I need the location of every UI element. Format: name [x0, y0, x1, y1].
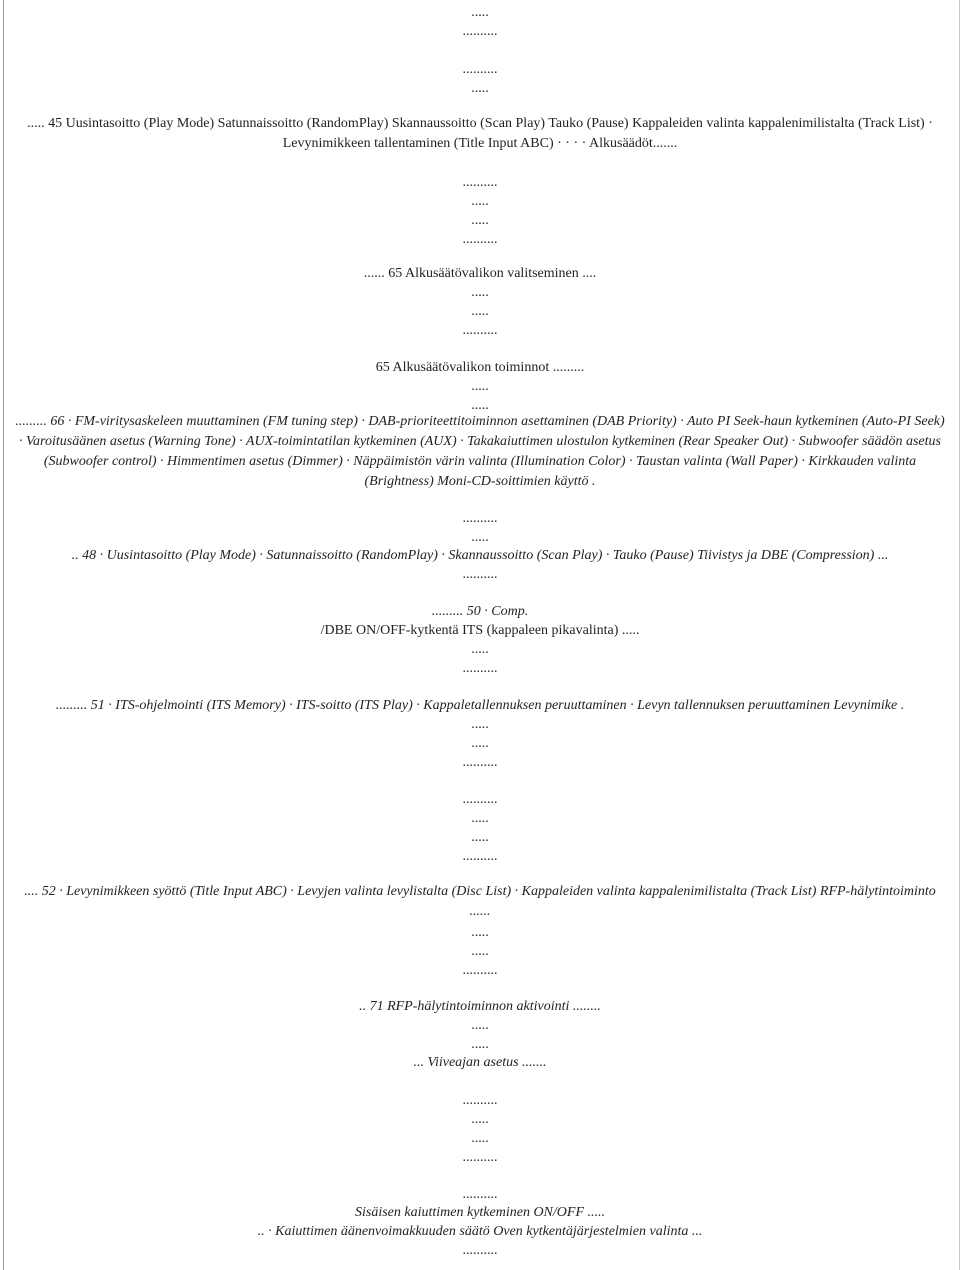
toc-leader: .......... — [462, 1243, 498, 1258]
toc-leader: .......... — [462, 567, 498, 582]
toc-leader: ..... — [471, 304, 489, 319]
toc-leader: .......... — [462, 24, 498, 39]
toc-leader: .......... — [462, 755, 498, 770]
toc-leader: .......... — [462, 1187, 498, 1202]
toc-leader: ..... — [471, 944, 489, 959]
toc-leader: ..... — [471, 1131, 489, 1146]
toc-leader: .......... — [462, 1150, 498, 1165]
toc-leader: ..... — [471, 811, 489, 826]
toc-entry: ......... 50 · Comp. — [431, 604, 529, 619]
toc-leader: ..... — [471, 398, 489, 413]
toc-leader: ..... — [471, 1037, 489, 1052]
toc-leader: ..... — [471, 642, 489, 657]
toc-leader: ..... — [471, 81, 489, 96]
toc-leader: .......... — [462, 511, 498, 526]
toc-entry: 65 Alkusäätövalikon toiminnot ......... — [375, 360, 585, 375]
toc-leader: .......... — [462, 849, 498, 864]
toc-leader: ..... — [471, 379, 489, 394]
toc-entry: ... Viiveajan asetus ....... — [413, 1055, 547, 1070]
toc-entry: ......... 51 · ITS-ohjelmointi (ITS Memory) · ITS-soitto (ITS Play) · Kappaletallennuksen peruuttaminen · Levyn tallennuksen peruuttaminen Levynimike . — [55, 698, 905, 713]
toc-leader: .......... — [462, 175, 498, 190]
toc-leader: ..... — [471, 717, 489, 732]
toc-entry: ......... 66 · FM-viritysaskeleen muuttaminen (FM tuning step) · DAB-prioriteettitoiminnon asettaminen (DAB Priority) · Auto PI Seek-haun kytkeminen (Auto-PI Seek) · Varoitusäänen asetus (Warning Tone) · AUX-toimintatilan kytkeminen (AUX) · Takakaiuttimen ulostulon kytkeminen (Rear Speaker Out) · Subwoofer säädön asetus (Subwoofer control) · Himmentimen asetus (Dimmer) · Näppäimistön värin valinta (Illumination Color) · Taustan valinta (Wall Paper) · Kirkkauden valinta (Brightness) Moni-CD-soittimien käyttö . — [15, 414, 945, 489]
toc-entry: ...... 65 Alkusäätövalikon valitseminen .... — [363, 266, 597, 281]
toc-leader: ..... — [471, 736, 489, 751]
toc-leader: ..... — [471, 213, 489, 228]
toc-leader: ..... — [471, 925, 489, 940]
toc-entry: .. 71 RFP-hälytintoiminnon aktivointi ........ — [359, 999, 601, 1014]
toc-leader: ..... — [471, 530, 489, 545]
left-border-rule — [3, 0, 4, 1270]
toc-entry: ..... 45 Uusintasoitto (Play Mode) Satunnaissoitto (RandomPlay) Skannaussoitto (Scan Play) Tauko (Pause) Kappaleiden valinta kappalenimilistalta (Track List) · Levynimikkeen tallentaminen (Title Input ABC) · · · · Alkusäädöt....... — [27, 116, 933, 151]
toc-leader: .......... — [462, 661, 498, 676]
toc-leader: ..... — [471, 285, 489, 300]
toc-leader: .......... — [462, 232, 498, 247]
toc-leader: ..... — [471, 194, 489, 209]
toc-leader: .......... — [462, 1093, 498, 1108]
toc-entry: .. · Kaiuttimen äänenvoimakkuuden säätö Oven kytkentäjärjestelmien valinta ... — [257, 1224, 703, 1239]
toc-entry: Sisäisen kaiuttimen kytkeminen ON/OFF ..... — [355, 1205, 605, 1220]
toc-entry: /DBE ON/OFF-kytkentä ITS (kappaleen pikavalinta) ..... — [320, 623, 640, 638]
toc-leader: .......... — [462, 963, 498, 978]
toc-leader: ..... — [471, 1018, 489, 1033]
toc-leader: ..... — [471, 830, 489, 845]
toc-entry: .. 48 · Uusintasoitto (Play Mode) · Satunnaissoitto (RandomPlay) · Skannaussoitto (Scan Play) · Tauko (Pause) Tiivistys ja DBE (Compression) ... — [71, 548, 889, 563]
toc-leader: ..... — [471, 1112, 489, 1127]
toc-leader: .......... — [462, 62, 498, 77]
toc-leader: .......... — [462, 323, 498, 338]
toc-leader: .......... — [462, 792, 498, 807]
toc-entry: .... 52 · Levynimikkeen syöttö (Title Input ABC) · Levyjen valinta levylistalta (Disc List) · Kappaleiden valinta kappalenimilistalta (Track List) RFP-hälytintoiminto ...... — [24, 884, 936, 919]
toc-leader: ..... — [471, 5, 489, 20]
